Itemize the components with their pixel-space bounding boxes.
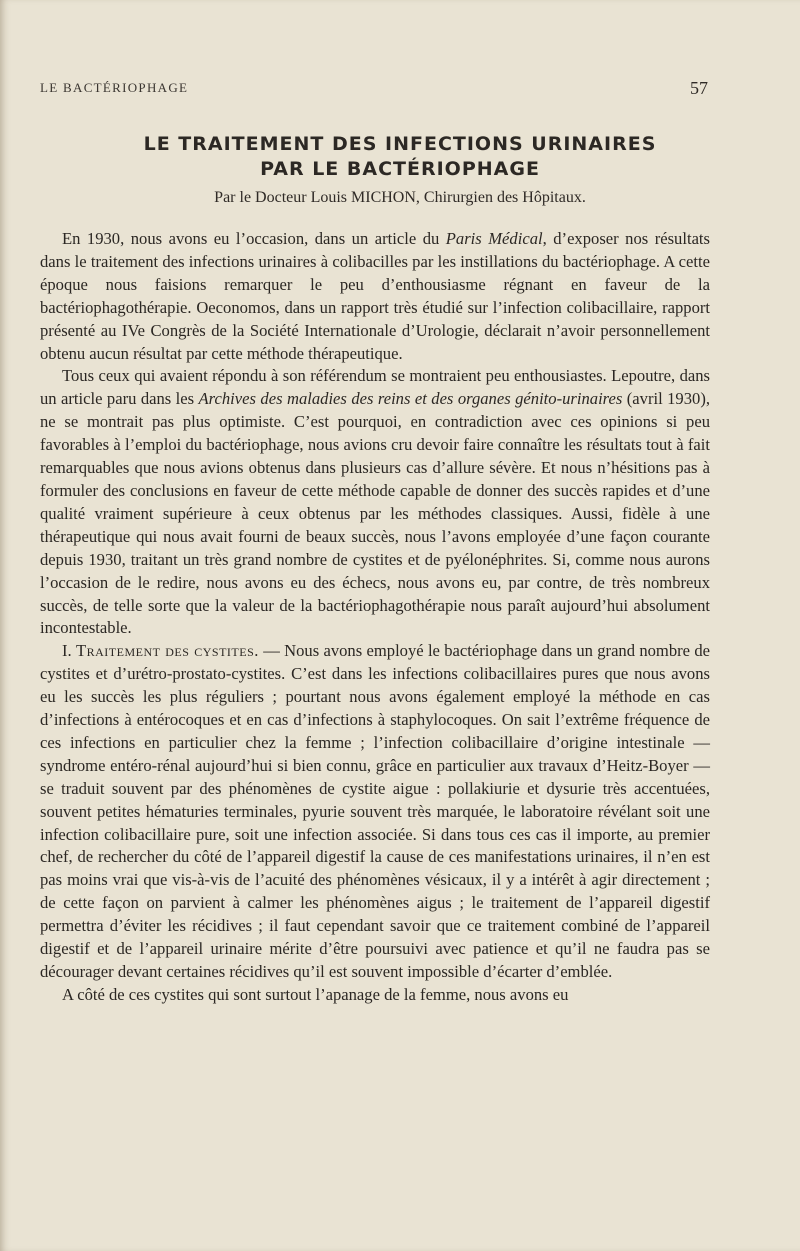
paragraph-2: [40, 365, 710, 640]
paragraph-3: [40, 640, 710, 984]
paragraph-1-text-c: , d’exposer nos résultats dans le traitement des infections urinaires à colibacilles par les instillations du bactériophage. A cette époque nous faisions remarquer le peu d’enthousiasme régnant en faveur de la bactériophagothérapie. Oeconomos, dans un rapport très étudié sur l’infection colibacillaire, rapport présenté au IVe Congrès de la Société Internationale d’Urologie, déclarait n’avoir personnellement obtenu aucun résultat par cette méthode thérapeutique.: [40, 229, 711, 363]
page-header: [40, 78, 708, 102]
page-number: 57: [690, 78, 708, 98]
paragraph-2-text-a: Tous ceux qui avaient répondu à son référendum se montraient peu enthousiastes. Lepoutre, dans un article paru dans les: [40, 366, 710, 409]
running-head: LE BACTÉRIOPHAGE: [40, 80, 189, 95]
paragraph-4: [40, 984, 710, 1007]
article-body: [40, 228, 710, 1007]
author-byline: Par le Docteur Louis MICHON, Chirurgien des Hôpitaux.: [214, 189, 586, 206]
paragraph-3-text-c: — Nous avons employé le bactériophage dans un grand nombre de cystites et d’urétro-prostato-cystites. C’est dans les infections colibacillaires pures que nous avons eu les succès les plus réguliers ; pourtant nous avons également employé la méthode en cas d’infections à entérocoques et en cas d’infections à staphylocoques. On sait l’extrême fréquence de ces infections en particulier chez la femme ; l’infection colibacillaire d’origine intestinale — syndrome entéro-rénal aujourd’hui si bien connu, grâce en particulier aux travaux d’Heitz-Boyer — se traduit souvent par des phénomènes de cystite aigue : pollakiurie et dysurie très accentuées, souvent petites hématuries terminales, pyurie souvent très marquée, le laboratoire révélant soit une infection colibacillaire pure, soit une infection associée. Si dans tous ces cas il importe, au premier chef, de rechercher du côté de l’appareil digestif la cause de ces manifestations urinaires, il n’en est pas moins vrai que vis-à-vis de l’acuité des phénomènes vésicaux, il y a intérêt à agir directement ; de cette façon on parvient à calmer les phénomènes aigus ; le traitement de l’appareil digestif permettra d’éviter les récidives ; il faut cependant savoir que ce traitement combiné de l’appareil digestif et de l’appareil urinaire mérite d’être poursuivi avec patience et qu’il ne faudra pas se décourager devant certaines récidives qu’il est souvent impossible d’écarter d’emblée.: [40, 641, 710, 981]
journal-title-paris-medical: Paris Médical: [445, 229, 543, 248]
paragraph-1-text-a: En 1930, nous avons eu l’occasion, dans un article du: [62, 229, 446, 248]
section-heading: Traitement des cystites.: [76, 641, 259, 661]
paragraph-2-text-c: (avril 1930), ne se montrait pas plus optimiste. C’est pourquoi, en contradiction avec ces opinions si peu favorables à l’emploi du bactériophage, nous avions cru devoir faire connaître les résultats tout à fait remarquables que nous avions obtenus dans plusieurs cas d’allure sévère. Et nous n’hésitions pas à formuler des conclusions en faveur de cette méthode capable de donner des succès rapides et d’une qualité vraiment supérieure à ceux obtenus par les méthodes classiques. Aussi, fidèle à une thérapeutique qui nous avait fourni de beaux succès, nous l’avons employée d’une façon courante depuis 1930, traitant un très grand nombre de cystites et de pyélonéphrites. Si, comme nous aurons l’occasion de le redire, nous avons eu des échecs, nous avons eu, par contre, de très nombreux succès, de telle sorte que la valeur de la bactériophagothérapie nous paraît aujourd’hui absolument incontestable.: [40, 389, 711, 638]
article-title-line-2: PAR LE BACTÉRIOPHAGE: [260, 158, 540, 180]
article-title-line-1: LE TRAITEMENT DES INFECTIONS URINAIRES: [143, 133, 657, 155]
section-number: I.: [62, 641, 76, 661]
journal-title-archives: Archives des maladies des reins et des organes génito-urinaires: [198, 389, 623, 409]
paragraph-4-text: A côté de ces cystites qui sont surtout l’apanage de la femme, nous avons eu: [62, 984, 569, 1004]
paragraph-1: [40, 228, 710, 365]
